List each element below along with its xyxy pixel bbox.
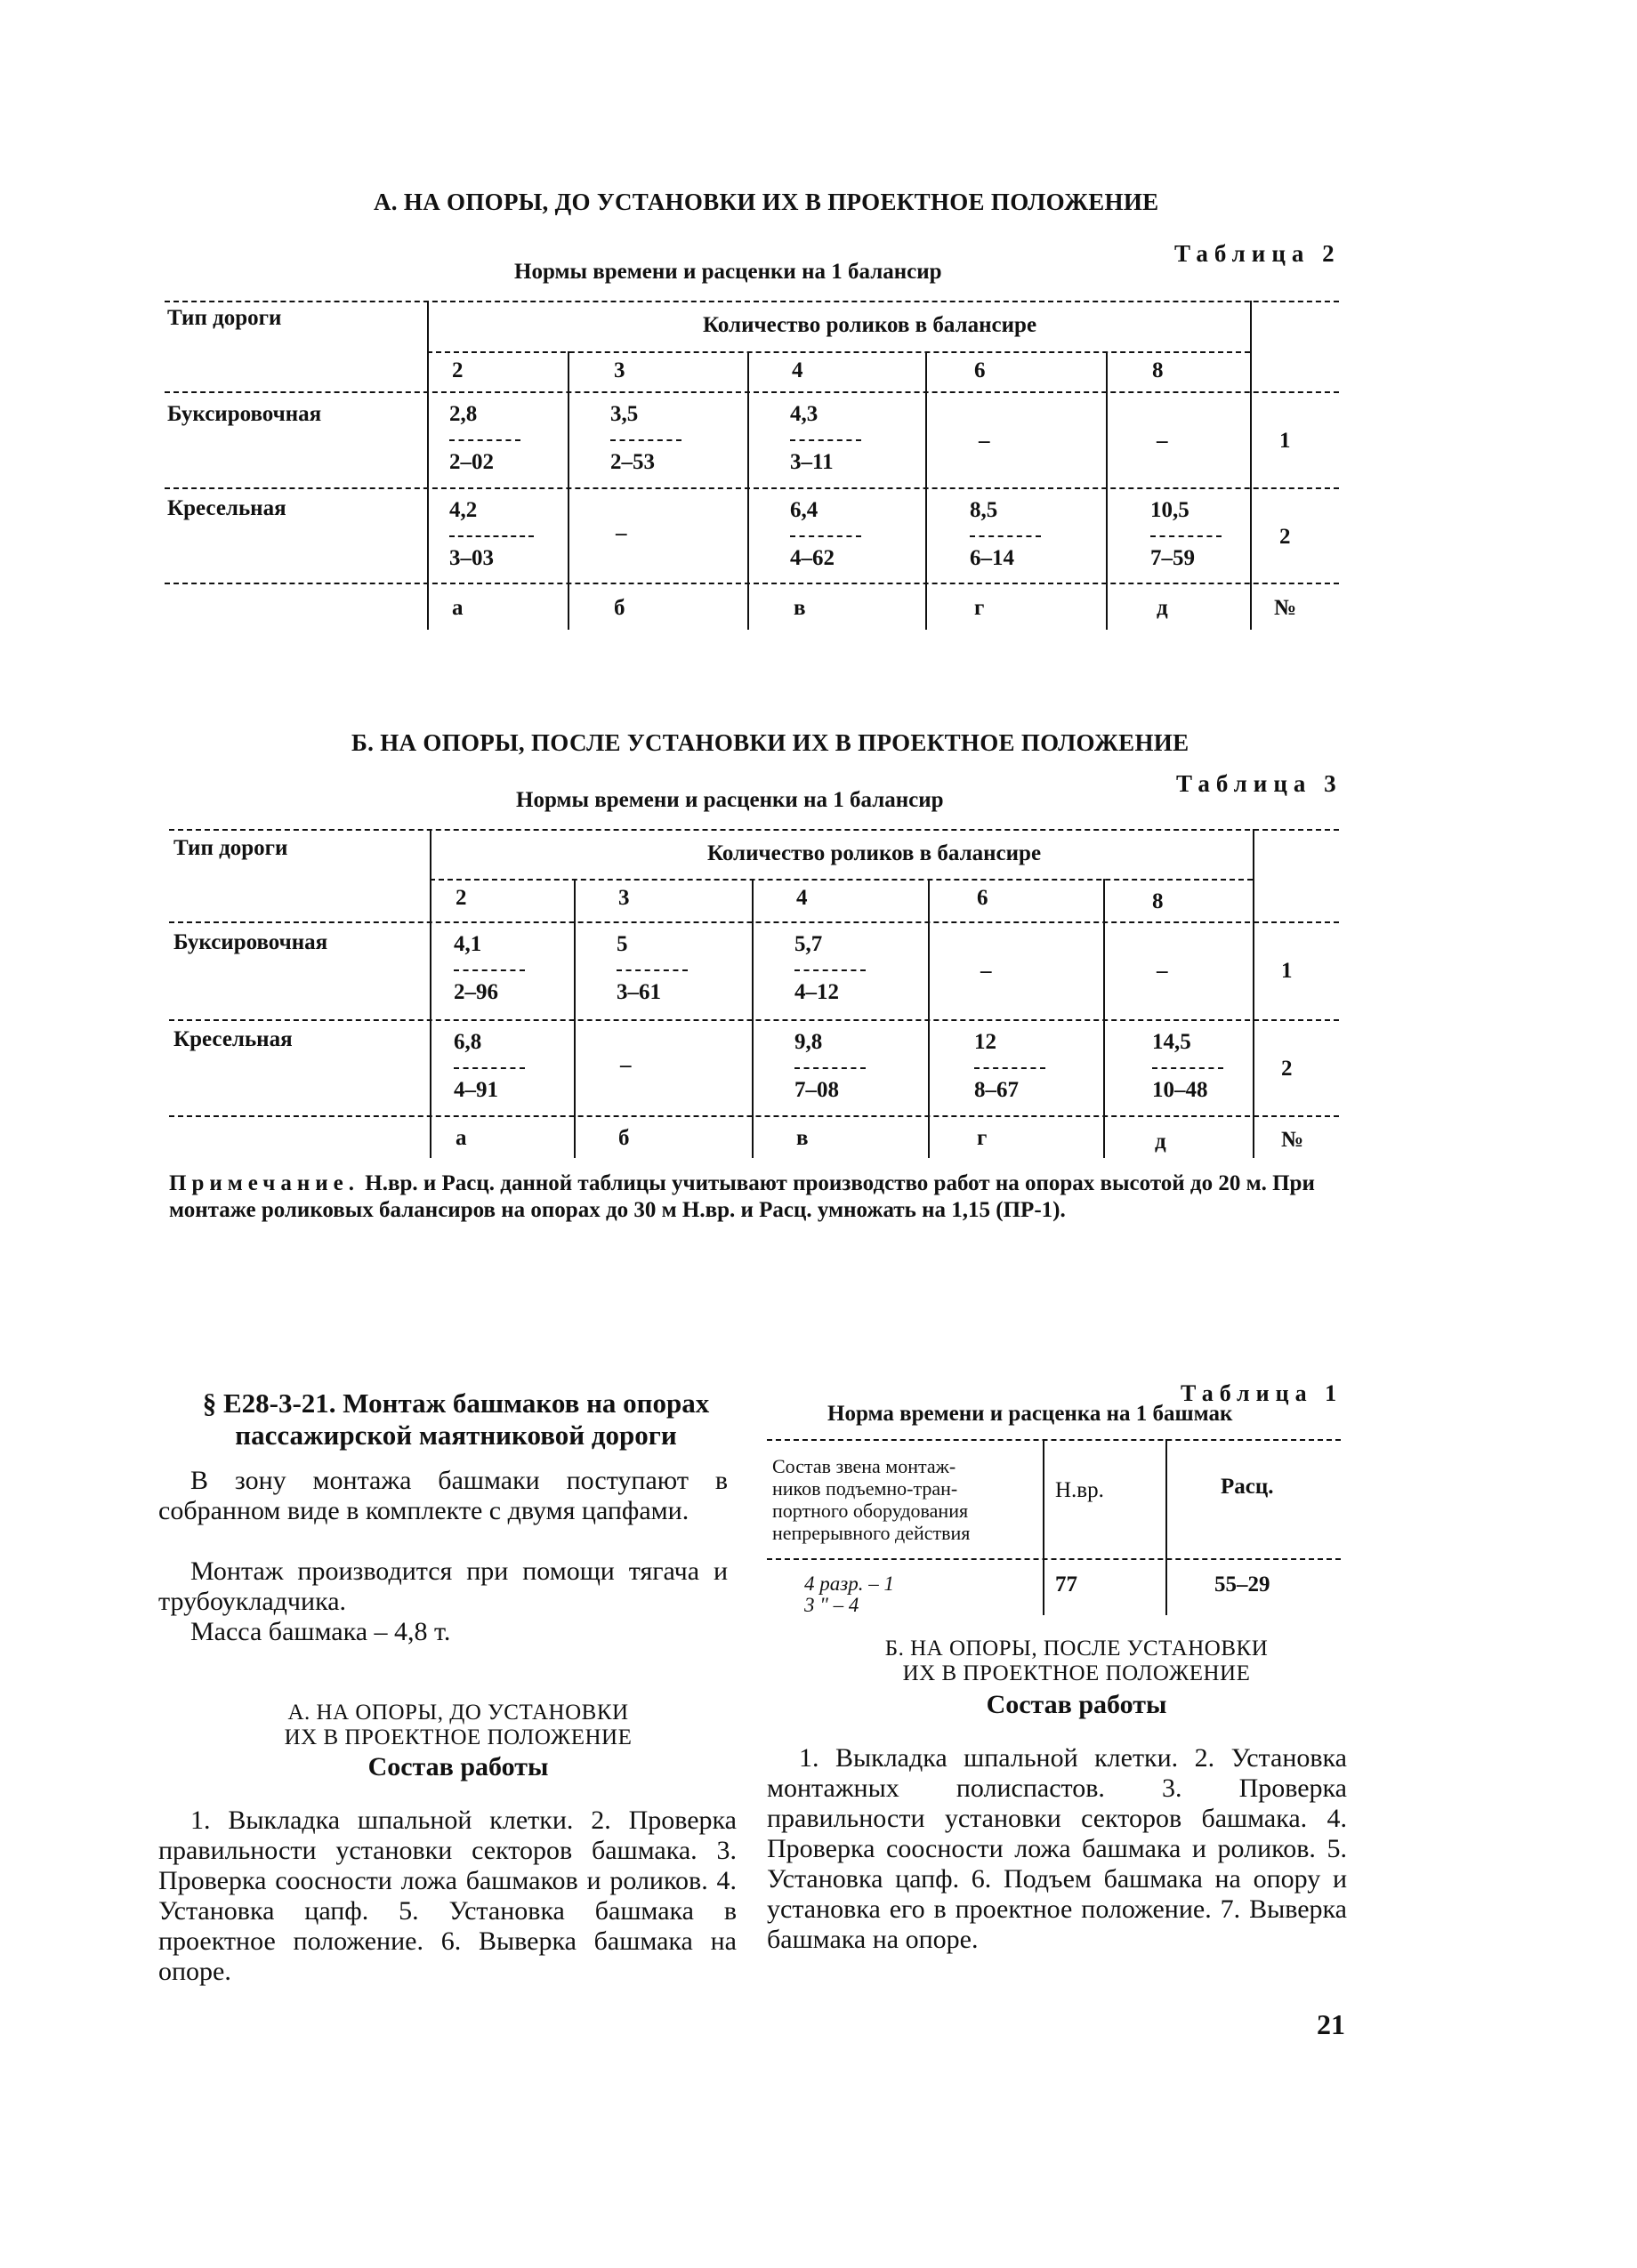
section-b-heading: Б. НА ОПОРЫ, ПОСЛЕ УСТАНОВКИ ИХ В ПРОЕКТНОЕ ПОЛОЖЕНИЕ <box>351 729 1189 756</box>
table2-count: 2 <box>452 358 464 382</box>
table3-row-name: Кресельная <box>173 1027 293 1051</box>
table2-row-num: 1 <box>1279 429 1291 453</box>
table2-caption: Нормы времени и расценки на 1 балансир <box>514 260 942 284</box>
left-a-heading-line1: А. НА ОПОРЫ, ДО УСТАНОВКИ <box>287 1701 629 1725</box>
table3-letter: в <box>796 1126 809 1150</box>
table3-col-type: Тип дороги <box>173 836 288 860</box>
table3-caption: Нормы времени и расценки на 1 балансир <box>516 788 944 812</box>
table2-count: 6 <box>974 358 986 382</box>
table3-price: 7–08 <box>794 1078 839 1102</box>
table3-note <box>169 1170 1361 1224</box>
table3-number: Таблица 3 <box>1176 770 1343 797</box>
table2-price: 2–53 <box>610 450 655 474</box>
page-number: 21 <box>1317 2008 1345 2040</box>
table1-head-rasc: Расц. <box>1221 1475 1274 1499</box>
table2-norm: 2,8 <box>449 402 478 426</box>
table1-head-nvr: Н.вр. <box>1055 1478 1104 1502</box>
table2-price: 3–11 <box>790 450 834 474</box>
table3-norm: 6,8 <box>454 1030 482 1054</box>
table3-empty: – <box>980 959 992 983</box>
table3-norm: 14,5 <box>1152 1030 1191 1054</box>
table3-price: 10–48 <box>1152 1078 1208 1102</box>
table2-count: 3 <box>614 358 625 382</box>
table1-crew-row1: 4 разр. – 1 <box>804 1572 894 1595</box>
table3-count: 8 <box>1152 889 1164 913</box>
table2-norm: 8,5 <box>970 498 998 522</box>
table3-price: 8–67 <box>974 1078 1019 1102</box>
table3-price: 3–61 <box>617 980 661 1004</box>
table3-price: 4–91 <box>454 1078 498 1102</box>
table3-empty: – <box>620 1053 632 1077</box>
table2-price: 2–02 <box>449 450 494 474</box>
table2-norm: 6,4 <box>790 498 818 522</box>
table2-row-num: 2 <box>1279 525 1291 549</box>
table2-norm: 3,5 <box>610 402 639 426</box>
table1-number: Таблица 1 <box>1181 1380 1343 1406</box>
paragraph-delivery: В зону монтажа башмаки поступают в собранном виде в комплекте с двумя цапфами. <box>158 1466 728 1525</box>
table3-empty: – <box>1157 959 1168 983</box>
table3-norm: 9,8 <box>794 1030 823 1054</box>
table2-count: 8 <box>1152 358 1164 382</box>
table2-empty: – <box>1157 429 1168 453</box>
table2-empty: – <box>616 521 627 545</box>
note-label: Примечание. <box>169 1171 360 1195</box>
table2-empty: – <box>979 429 990 453</box>
table3-count: 4 <box>796 886 808 910</box>
right-sostav-text: 1. Выкладка шпальной клетки. 2. Установка монтажных полиспастов. 3. Проверка правильности установки секторов башмака. 4. Проверка соосности ложа башмака и роликов. 5. Установка цапф. 6. Подъем башмака на опору и установка его в проектное положение. 7. Выверка башмака на опоре. <box>767 1743 1347 1954</box>
table1-head-crew-line: ников подъемно-тран- <box>772 1477 958 1500</box>
table2-count: 4 <box>792 358 803 382</box>
table2-row-name: Кресельная <box>167 496 286 520</box>
table2-num-label: № <box>1274 596 1297 620</box>
table3-col-group: Количество роликов в балансире <box>707 841 1042 865</box>
table2-row-name: Буксировочная <box>167 402 322 426</box>
table1-crew-row2: 3 " – 4 <box>804 1594 859 1616</box>
table2-letter: а <box>452 596 464 620</box>
right-b-heading-line2: ИХ В ПРОЕКТНОЕ ПОЛОЖЕНИЕ <box>902 1661 1251 1685</box>
table2-price: 4–62 <box>790 546 835 570</box>
table2-col-type: Тип дороги <box>167 306 282 330</box>
right-sostav-title: Состав работы <box>986 1690 1167 1719</box>
table1-head-crew-line: Состав звена монтаж- <box>772 1455 956 1477</box>
table2-norm: 4,2 <box>449 498 478 522</box>
table3-norm: 12 <box>974 1030 996 1054</box>
right-b-heading-line1: Б. НА ОПОРЫ, ПОСЛЕ УСТАНОВКИ <box>884 1637 1269 1661</box>
table1-rasc: 55–29 <box>1214 1572 1270 1596</box>
table3-letter: а <box>456 1126 467 1150</box>
paragraph-mounting: Монтаж производится при помощи тягача и трубоукладчика. <box>158 1556 728 1616</box>
right-b-heading <box>783 1637 1370 1686</box>
table3-count: 6 <box>977 886 988 910</box>
table2-col-group: Количество роликов в балансире <box>703 313 1037 337</box>
table1-head-crew-line: портного оборудования <box>772 1500 969 1522</box>
table1-nvr: 77 <box>1055 1572 1077 1596</box>
table3-norm: 4,1 <box>454 932 482 956</box>
table2-number: Таблица 2 <box>1174 240 1341 267</box>
table1-caption: Норма времени и расценка на 1 башмак <box>827 1402 1233 1426</box>
table2-letter: г <box>974 596 985 620</box>
table2-letter: в <box>794 596 806 620</box>
table3-row-num: 1 <box>1281 959 1293 983</box>
section-title <box>160 1387 752 1452</box>
table2-price: 7–59 <box>1150 546 1195 570</box>
table3-letter: д <box>1155 1130 1166 1154</box>
table1-head-crew-line: непрерывного действия <box>772 1522 971 1544</box>
table3-price: 4–12 <box>794 980 839 1004</box>
left-sostav-text: 1. Выкладка шпальной клетки. 2. Проверка правильности установки секторов башмака. 3. Проверка соосности ложа башмаков и роликов. 4. Установка цапф. 5. Установка башмака в проектное положение. 6. Выверка башмака на опоре. <box>158 1806 737 1986</box>
table3-norm: 5 <box>617 932 628 956</box>
table3-letter: г <box>977 1126 988 1150</box>
table3-count: 2 <box>456 886 467 910</box>
table3-norm: 5,7 <box>794 932 823 956</box>
table1-head-crew <box>772 1455 970 1544</box>
left-a-heading-line2: ИХ В ПРОЕКТНОЕ ПОЛОЖЕНИЕ <box>284 1725 633 1749</box>
section-title-line2: пассажирской маятниковой дороги <box>235 1420 677 1451</box>
table2-letter: б <box>614 596 625 620</box>
table3-price: 2–96 <box>454 980 498 1004</box>
section-title-line1: § Е28-3-21. Монтаж башмаков на опорах <box>202 1387 710 1419</box>
table2-letter: д <box>1157 596 1168 620</box>
table3-row-name: Буксировочная <box>173 930 328 954</box>
note-text: Н.вр. и Расц. данной таблицы учитывают производство работ на опорах высотой до 20 м. При монтаже роликовых балансиров на опорах до 30 м Н.вр. и Расц. умножать на 1,15 (ПР-1). <box>169 1171 1315 1222</box>
table2-price: 6–14 <box>970 546 1014 570</box>
paragraph-mass: Масса башмака – 4,8 т. <box>190 1617 451 1646</box>
table3-num-label: № <box>1281 1128 1304 1152</box>
table3-letter: б <box>618 1126 630 1150</box>
table3-count: 3 <box>618 886 630 910</box>
table3-row-num: 2 <box>1281 1057 1293 1081</box>
left-a-heading <box>160 1701 756 1750</box>
table2-norm: 4,3 <box>790 402 818 426</box>
table2-norm: 10,5 <box>1150 498 1189 522</box>
table2-price: 3–03 <box>449 546 494 570</box>
left-sostav-title: Состав работы <box>367 1752 549 1781</box>
section-a-heading: А. НА ОПОРЫ, ДО УСТАНОВКИ ИХ В ПРОЕКТНОЕ ПОЛОЖЕНИЕ <box>374 189 1159 215</box>
